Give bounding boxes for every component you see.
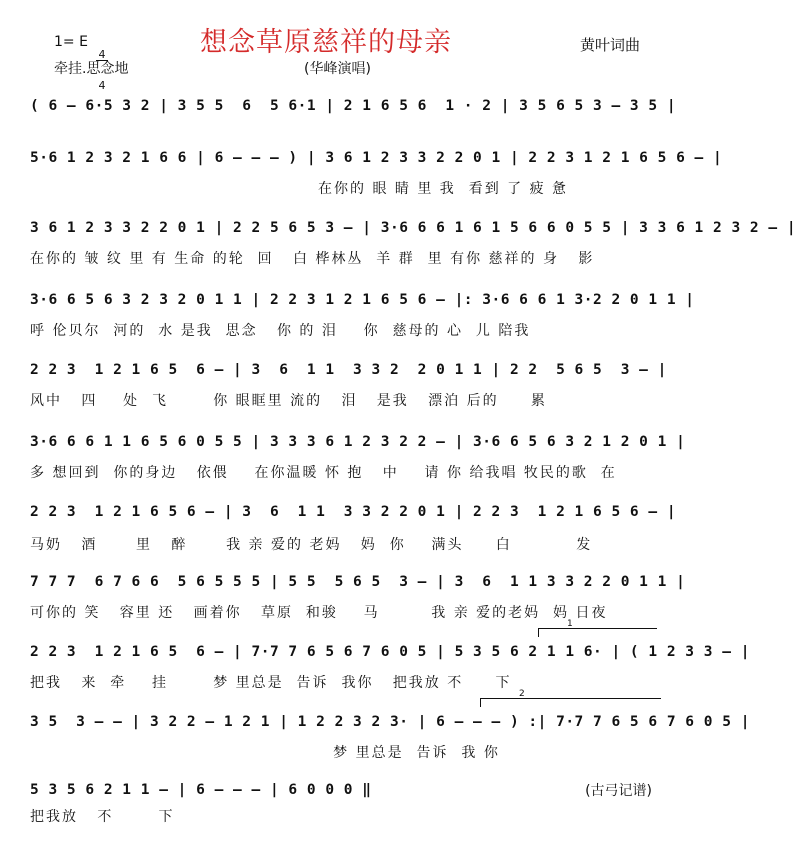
notation-line: 5·6 1 2 3 2 1 6 6 | 6 – – – ) | 3 6 1 2 3 3 2 2 0 1 | 2 2 3 1 2 1 6 5 6 – | [30,150,723,166]
second-ending-bracket [480,689,661,707]
lyric-line: 呼 伦贝尔 河的 水 是我 思念 你 的 泪 你 慈母的 心 儿 陪我 [30,323,531,339]
lyric-line: 多 想回到 你的身边 依偎 在你温暖 怀 抱 中 请 你 给我唱 牧民的歌 在 [30,465,617,481]
lyric-line: 在你的 眼 睛 里 我 看到 了 疲 惫 [318,181,569,197]
transcriber-credit: (古弓记谱) [585,783,652,799]
notation-line: 2 2 3 1 2 1 6 5 6 – | 3 6 1 1 3 3 2 2 0 1 1 | 2 2 5 6 5 3 – | [30,362,667,378]
notation-line: ( 6 – 6·5 3 2 | 3 5 5 6 5 6·1 | 2 1 6 5 6 1 · 2 | 3 5 6 5 3 – 3 5 | [30,98,677,114]
notation-line: 3 6 1 2 3 3 2 2 0 1 | 2 2 5 6 5 3 – | 3·6 6 6 1 6 1 5 6 6 0 5 5 | 3 3 6 1 2 3 2 – | [30,220,796,236]
lyric-line: 风中 四 处 飞 你 眼眶里 流的 泪 是我 漂泊 后的 累 [30,393,547,409]
ending-number: 2 [519,689,525,699]
lyric-line: 在你的 皱 纹 里 有 生命 的轮 回 白 桦林丛 羊 群 里 有你 慈祥的 身 影 [30,251,595,267]
meter-top: 4 [96,50,108,61]
ending-number: 1 [567,619,573,629]
notation-line: 3 5 3 – – | 3 2 2 – 1 2 1 | 1 2 2 3 2 3· | 6 – – – ) :| 7·7 7 6 5 6 7 6 0 5 | [30,714,750,730]
lyric-line: 梦 里总是 告诉 我 你 [30,745,500,761]
notation-line: 3·6 6 6 1 1 6 5 6 0 5 5 | 3 3 3 6 1 2 3 2 2 – | 3·6 6 5 6 3 2 1 2 0 1 | [30,434,686,450]
first-ending-bracket [538,619,657,637]
notation-line: 2 2 3 1 2 1 6 5 6 – | 3 6 1 1 3 3 2 2 0 1 | 2 2 3 1 2 1 6 5 6 – | [30,504,677,520]
notation-line: 7 7 7 6 7 6 6 5 6 5 5 5 | 5 5 5 6 5 3 – | 3 6 1 1 3 3 2 2 0 1 1 | [30,574,686,590]
lyric-line: 可你的 笑 容里 还 画着你 草原 和骏 马 我 亲 爱的老妈 妈 日夜 [30,605,608,621]
lyric-line: 把我 来 牵 挂 梦 里总是 告诉 我你 把我放 不 下 [30,675,512,691]
lyric-line: 马奶 酒 里 醉 我 亲 爱的 老妈 妈 你 满头 白 发 [30,537,593,553]
notation-line: 2 2 3 1 2 1 6 5 6 – | 7·7 7 6 5 6 7 6 0 5 | 5 3 5 6 2 1 1 6· | ( 1 2 3 3 – | [30,644,750,660]
song-title: 想念草原慈祥的母亲 [200,27,452,58]
meter-bottom: 4 [98,79,106,92]
notation-line: 5 3 5 6 2 1 1 – | 6 – – – | 6 0 0 0 ‖ [30,782,372,798]
lyric-line: 把我放 不 下 [30,809,175,825]
expression-marking: 牵挂.思念地 [54,61,129,77]
key-signature: 1= E [54,34,88,50]
singer-credit: (华峰演唱) [304,61,371,77]
composer-credit: 黄叶词曲 [580,36,641,54]
notation-line: 3·6 6 5 6 3 2 3 2 0 1 1 | 2 2 3 1 2 1 6 5 6 – |: 3·6 6 6 1 3·2 2 0 1 1 | [30,292,695,308]
